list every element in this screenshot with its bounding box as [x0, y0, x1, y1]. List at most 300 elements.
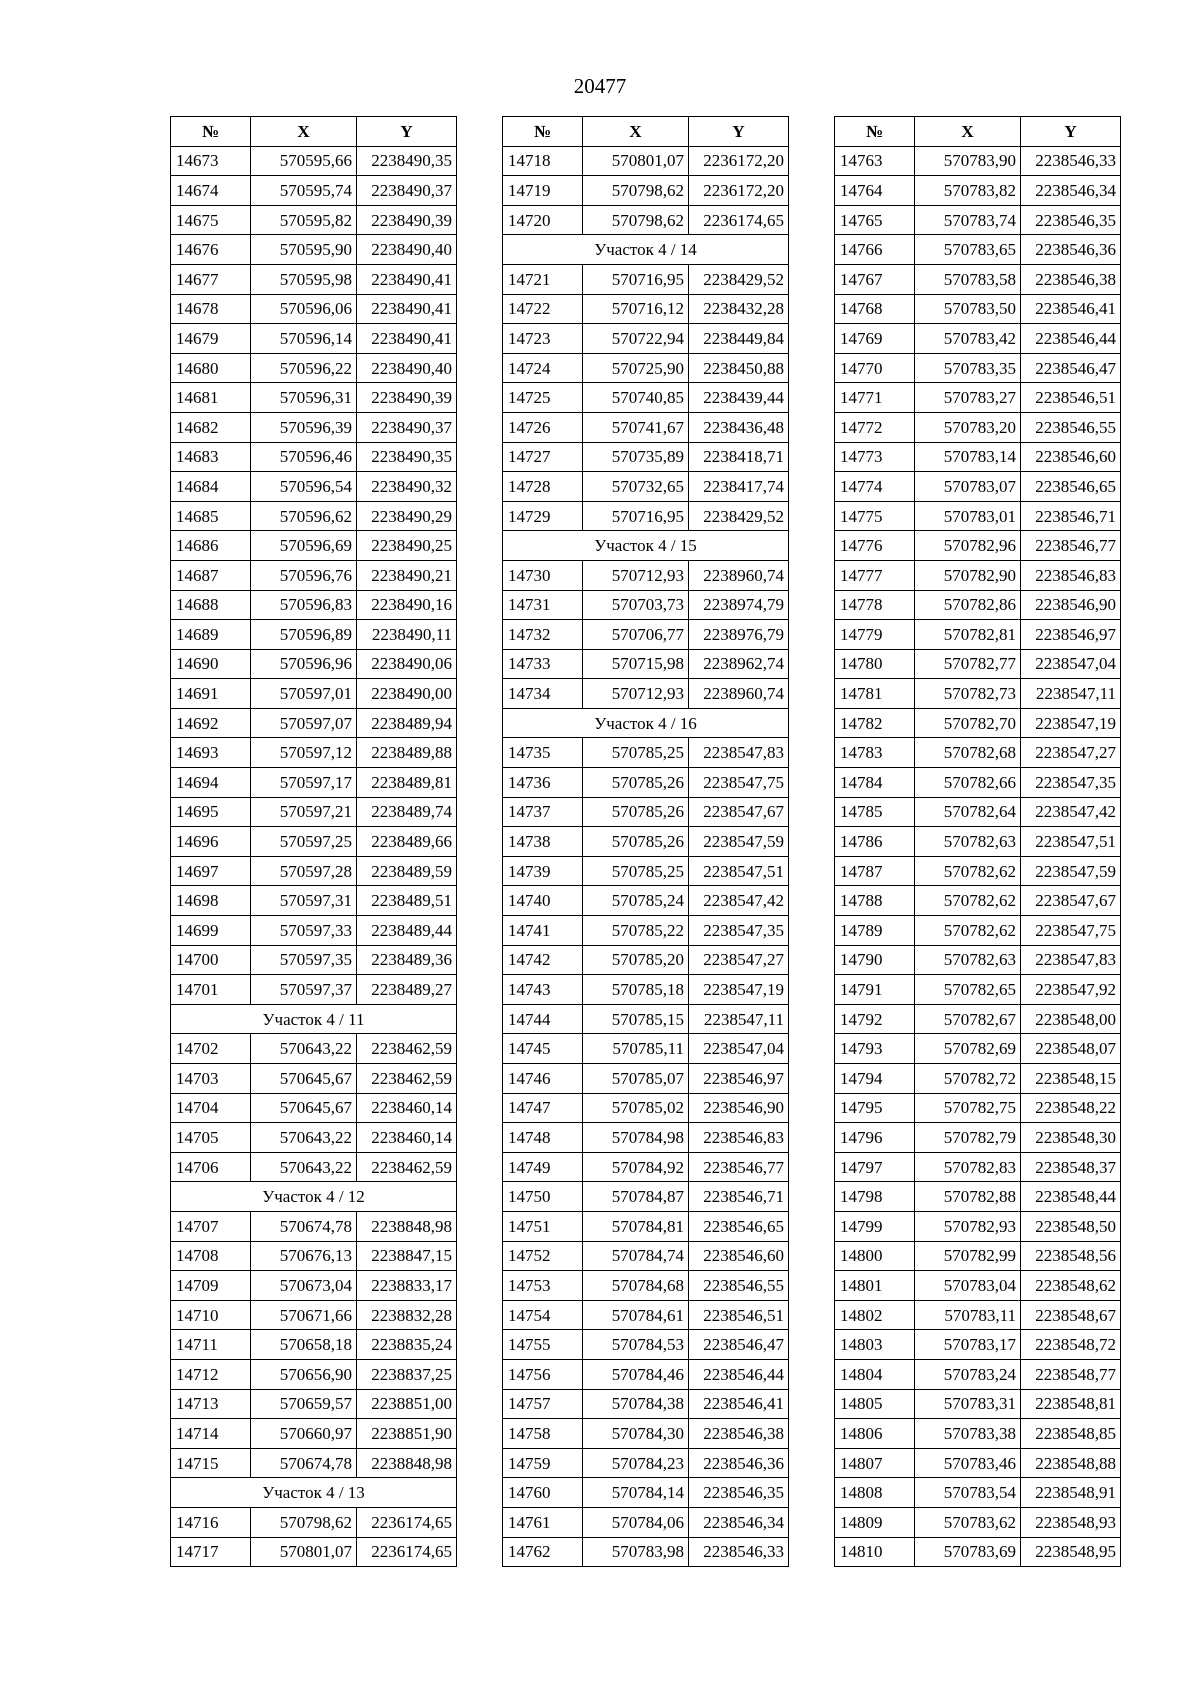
section-row — [171, 1478, 457, 1508]
section-label: Участок 4 / 13 — [171, 1478, 457, 1508]
y-coordinate-cell: 2238547,75 — [1021, 916, 1121, 946]
x-coordinate-cell: 570783,62 — [915, 1507, 1021, 1537]
y-coordinate-cell: 2238546,38 — [1021, 264, 1121, 294]
x-coordinate-cell: 570782,73 — [915, 679, 1021, 709]
x-coordinate-cell: 570716,95 — [583, 264, 689, 294]
x-coordinate-cell: 570782,70 — [915, 708, 1021, 738]
point-number-cell: 14713 — [171, 1389, 251, 1419]
y-coordinate-cell: 2238547,42 — [689, 886, 789, 916]
point-number-cell: 14786 — [835, 827, 915, 857]
y-coordinate-cell: 2238548,15 — [1021, 1064, 1121, 1094]
x-coordinate-cell: 570597,25 — [251, 827, 357, 857]
x-coordinate-cell: 570674,78 — [251, 1448, 357, 1478]
point-number-cell: 14806 — [835, 1419, 915, 1449]
column-header-y: Y — [1021, 117, 1121, 147]
x-coordinate-cell: 570785,15 — [583, 1004, 689, 1034]
x-coordinate-cell: 570596,46 — [251, 442, 357, 472]
table-row — [835, 353, 1121, 383]
table-row — [171, 324, 457, 354]
table-row — [171, 768, 457, 798]
point-number-cell: 14775 — [835, 501, 915, 531]
x-coordinate-cell: 570782,63 — [915, 945, 1021, 975]
table-row — [835, 590, 1121, 620]
point-number-cell: 14722 — [503, 294, 583, 324]
x-coordinate-cell: 570785,26 — [583, 827, 689, 857]
x-coordinate-cell: 570740,85 — [583, 383, 689, 413]
point-number-cell: 14807 — [835, 1448, 915, 1478]
y-coordinate-cell: 2238490,40 — [357, 353, 457, 383]
point-number-cell: 14757 — [503, 1389, 583, 1419]
y-coordinate-cell: 2238546,83 — [1021, 560, 1121, 590]
table-row — [171, 531, 457, 561]
y-coordinate-cell: 2238490,32 — [357, 472, 457, 502]
table-row — [503, 1211, 789, 1241]
point-number-cell: 14705 — [171, 1123, 251, 1153]
y-coordinate-cell: 2238548,81 — [1021, 1389, 1121, 1419]
table-row — [835, 856, 1121, 886]
point-number-cell: 14684 — [171, 472, 251, 502]
table-row — [171, 1389, 457, 1419]
table-row — [835, 1123, 1121, 1153]
table-row — [503, 1093, 789, 1123]
y-coordinate-cell: 2238546,47 — [689, 1330, 789, 1360]
y-coordinate-cell: 2238548,67 — [1021, 1300, 1121, 1330]
y-coordinate-cell: 2236174,65 — [689, 205, 789, 235]
point-number-cell: 14771 — [835, 383, 915, 413]
x-coordinate-cell: 570784,98 — [583, 1123, 689, 1153]
table-row — [171, 472, 457, 502]
y-coordinate-cell: 2238546,35 — [1021, 205, 1121, 235]
x-coordinate-cell: 570783,58 — [915, 264, 1021, 294]
x-coordinate-cell: 570785,18 — [583, 975, 689, 1005]
table-row — [171, 235, 457, 265]
point-number-cell: 14721 — [503, 264, 583, 294]
table-row — [171, 620, 457, 650]
y-coordinate-cell: 2238548,00 — [1021, 1004, 1121, 1034]
y-coordinate-cell: 2238489,59 — [357, 856, 457, 886]
x-coordinate-cell: 570783,74 — [915, 205, 1021, 235]
y-coordinate-cell: 2238547,67 — [1021, 886, 1121, 916]
point-number-cell: 14695 — [171, 797, 251, 827]
point-number-cell: 14679 — [171, 324, 251, 354]
x-coordinate-cell: 570596,62 — [251, 501, 357, 531]
coordinates-table-left — [170, 116, 457, 1567]
section-label: Участок 4 / 11 — [171, 1004, 457, 1034]
y-coordinate-cell: 2238546,35 — [689, 1478, 789, 1508]
y-coordinate-cell: 2238960,74 — [689, 560, 789, 590]
y-coordinate-cell: 2238490,16 — [357, 590, 457, 620]
point-number-cell: 14737 — [503, 797, 583, 827]
y-coordinate-cell: 2238848,98 — [357, 1448, 457, 1478]
x-coordinate-cell: 570595,90 — [251, 235, 357, 265]
table-row — [171, 916, 457, 946]
x-coordinate-cell: 570784,14 — [583, 1478, 689, 1508]
x-coordinate-cell: 570784,23 — [583, 1448, 689, 1478]
table-row — [503, 176, 789, 206]
table-row — [503, 1152, 789, 1182]
y-coordinate-cell: 2238462,59 — [357, 1152, 457, 1182]
x-coordinate-cell: 570597,28 — [251, 856, 357, 886]
point-number-cell: 14706 — [171, 1152, 251, 1182]
x-coordinate-cell: 570596,76 — [251, 560, 357, 590]
x-coordinate-cell: 570597,35 — [251, 945, 357, 975]
x-coordinate-cell: 570676,13 — [251, 1241, 357, 1271]
point-number-cell: 14739 — [503, 856, 583, 886]
point-number-cell: 14803 — [835, 1330, 915, 1360]
point-number-cell: 14714 — [171, 1419, 251, 1449]
point-number-cell: 14740 — [503, 886, 583, 916]
y-coordinate-cell: 2238547,35 — [689, 916, 789, 946]
x-coordinate-cell: 570782,93 — [915, 1211, 1021, 1241]
column-header-x: X — [915, 117, 1021, 147]
y-coordinate-cell: 2238546,47 — [1021, 353, 1121, 383]
y-coordinate-cell: 2238490,06 — [357, 649, 457, 679]
y-coordinate-cell: 2238546,65 — [689, 1211, 789, 1241]
y-coordinate-cell: 2238548,93 — [1021, 1507, 1121, 1537]
point-number-cell: 14727 — [503, 442, 583, 472]
x-coordinate-cell: 570725,90 — [583, 353, 689, 383]
x-coordinate-cell: 570783,04 — [915, 1271, 1021, 1301]
y-coordinate-cell: 2238851,90 — [357, 1419, 457, 1449]
point-number-cell: 14759 — [503, 1448, 583, 1478]
point-number-cell: 14778 — [835, 590, 915, 620]
y-coordinate-cell: 2238546,71 — [1021, 501, 1121, 531]
point-number-cell: 14741 — [503, 916, 583, 946]
y-coordinate-cell: 2238490,21 — [357, 560, 457, 590]
y-coordinate-cell: 2238429,52 — [689, 264, 789, 294]
x-coordinate-cell: 570660,97 — [251, 1419, 357, 1449]
point-number-cell: 14723 — [503, 324, 583, 354]
x-coordinate-cell: 570783,38 — [915, 1419, 1021, 1449]
y-coordinate-cell: 2238547,19 — [689, 975, 789, 1005]
x-coordinate-cell: 570782,81 — [915, 620, 1021, 650]
point-number-cell: 14774 — [835, 472, 915, 502]
table-row — [171, 1448, 457, 1478]
table-row — [835, 1537, 1121, 1567]
point-number-cell: 14768 — [835, 294, 915, 324]
x-coordinate-cell: 570782,83 — [915, 1152, 1021, 1182]
point-number-cell: 14745 — [503, 1034, 583, 1064]
x-coordinate-cell: 570785,25 — [583, 738, 689, 768]
table-row — [171, 1330, 457, 1360]
x-coordinate-cell: 570674,78 — [251, 1211, 357, 1241]
table-row — [503, 1507, 789, 1537]
x-coordinate-cell: 570597,07 — [251, 708, 357, 738]
point-number-cell: 14805 — [835, 1389, 915, 1419]
point-number-cell: 14796 — [835, 1123, 915, 1153]
x-coordinate-cell: 570784,81 — [583, 1211, 689, 1241]
point-number-cell: 14698 — [171, 886, 251, 916]
point-number-cell: 14750 — [503, 1182, 583, 1212]
table-row — [835, 1093, 1121, 1123]
point-number-cell: 14693 — [171, 738, 251, 768]
point-number-cell: 14797 — [835, 1152, 915, 1182]
x-coordinate-cell: 570643,22 — [251, 1152, 357, 1182]
y-coordinate-cell: 2238546,44 — [1021, 324, 1121, 354]
y-coordinate-cell: 2238851,00 — [357, 1389, 457, 1419]
point-number-cell: 14782 — [835, 708, 915, 738]
table-row — [835, 649, 1121, 679]
y-coordinate-cell: 2238489,44 — [357, 916, 457, 946]
point-number-cell: 14691 — [171, 679, 251, 709]
table-row — [503, 146, 789, 176]
y-coordinate-cell: 2238546,97 — [1021, 620, 1121, 650]
table-row — [503, 975, 789, 1005]
column-header-y: Y — [357, 117, 457, 147]
y-coordinate-cell: 2238547,51 — [1021, 827, 1121, 857]
point-number-cell: 14685 — [171, 501, 251, 531]
table-row — [171, 1152, 457, 1182]
x-coordinate-cell: 570784,92 — [583, 1152, 689, 1182]
x-coordinate-cell: 570782,62 — [915, 856, 1021, 886]
table-row — [503, 205, 789, 235]
point-number-cell: 14801 — [835, 1271, 915, 1301]
x-coordinate-cell: 570784,46 — [583, 1359, 689, 1389]
table-row — [835, 886, 1121, 916]
point-number-cell: 14795 — [835, 1093, 915, 1123]
y-coordinate-cell: 2238546,38 — [689, 1419, 789, 1449]
x-coordinate-cell: 570596,39 — [251, 412, 357, 442]
x-coordinate-cell: 570645,67 — [251, 1093, 357, 1123]
point-number-cell: 14680 — [171, 353, 251, 383]
table-row — [171, 1034, 457, 1064]
table-row — [171, 1123, 457, 1153]
y-coordinate-cell: 2238547,35 — [1021, 768, 1121, 798]
x-coordinate-cell: 570782,75 — [915, 1093, 1021, 1123]
column-header-x: X — [251, 117, 357, 147]
table-row — [503, 1182, 789, 1212]
table-row — [503, 1537, 789, 1567]
table-row — [835, 1004, 1121, 1034]
y-coordinate-cell: 2238548,95 — [1021, 1537, 1121, 1567]
x-coordinate-cell: 570782,62 — [915, 916, 1021, 946]
y-coordinate-cell: 2238432,28 — [689, 294, 789, 324]
point-number-cell: 14692 — [171, 708, 251, 738]
section-row — [503, 531, 789, 561]
table-header-row — [503, 117, 789, 147]
point-number-cell: 14704 — [171, 1093, 251, 1123]
x-coordinate-cell: 570783,24 — [915, 1359, 1021, 1389]
point-number-cell: 14799 — [835, 1211, 915, 1241]
y-coordinate-cell: 2238417,74 — [689, 472, 789, 502]
point-number-cell: 14748 — [503, 1123, 583, 1153]
section-row — [503, 708, 789, 738]
x-coordinate-cell: 570597,12 — [251, 738, 357, 768]
y-coordinate-cell: 2238548,44 — [1021, 1182, 1121, 1212]
table-row — [171, 1271, 457, 1301]
point-number-cell: 14710 — [171, 1300, 251, 1330]
x-coordinate-cell: 570782,67 — [915, 1004, 1021, 1034]
point-number-cell: 14776 — [835, 531, 915, 561]
point-number-cell: 14738 — [503, 827, 583, 857]
point-number-cell: 14688 — [171, 590, 251, 620]
table-row — [503, 412, 789, 442]
x-coordinate-cell: 570597,37 — [251, 975, 357, 1005]
y-coordinate-cell: 2238548,22 — [1021, 1093, 1121, 1123]
table-row — [835, 324, 1121, 354]
y-coordinate-cell: 2238489,74 — [357, 797, 457, 827]
table-row — [171, 856, 457, 886]
point-number-cell: 14773 — [835, 442, 915, 472]
y-coordinate-cell: 2238547,75 — [689, 768, 789, 798]
point-number-cell: 14756 — [503, 1359, 583, 1389]
point-number-cell: 14708 — [171, 1241, 251, 1271]
point-number-cell: 14794 — [835, 1064, 915, 1094]
x-coordinate-cell: 570784,06 — [583, 1507, 689, 1537]
y-coordinate-cell: 2238546,36 — [1021, 235, 1121, 265]
table-row — [835, 235, 1121, 265]
point-number-cell: 14726 — [503, 412, 583, 442]
y-coordinate-cell: 2238547,11 — [1021, 679, 1121, 709]
table-row — [835, 472, 1121, 502]
point-number-cell: 14747 — [503, 1093, 583, 1123]
point-number-cell: 14751 — [503, 1211, 583, 1241]
x-coordinate-cell: 570722,94 — [583, 324, 689, 354]
table-row — [503, 1123, 789, 1153]
point-number-cell: 14696 — [171, 827, 251, 857]
point-number-cell: 14767 — [835, 264, 915, 294]
table-row — [503, 472, 789, 502]
y-coordinate-cell: 2238548,37 — [1021, 1152, 1121, 1182]
table-row — [503, 1478, 789, 1508]
table-row — [503, 264, 789, 294]
x-coordinate-cell: 570671,66 — [251, 1300, 357, 1330]
y-coordinate-cell: 2238439,44 — [689, 383, 789, 413]
y-coordinate-cell: 2238547,27 — [1021, 738, 1121, 768]
point-number-cell: 14772 — [835, 412, 915, 442]
x-coordinate-cell: 570783,17 — [915, 1330, 1021, 1360]
point-number-cell: 14810 — [835, 1537, 915, 1567]
point-number-cell: 14787 — [835, 856, 915, 886]
y-coordinate-cell: 2238546,65 — [1021, 472, 1121, 502]
x-coordinate-cell: 570801,07 — [251, 1537, 357, 1567]
point-number-cell: 14720 — [503, 205, 583, 235]
y-coordinate-cell: 2238546,41 — [1021, 294, 1121, 324]
x-coordinate-cell: 570783,50 — [915, 294, 1021, 324]
x-coordinate-cell: 570785,24 — [583, 886, 689, 916]
x-coordinate-cell: 570597,33 — [251, 916, 357, 946]
table-row — [835, 294, 1121, 324]
point-number-cell: 14762 — [503, 1537, 583, 1567]
table-row — [503, 501, 789, 531]
x-coordinate-cell: 570785,07 — [583, 1064, 689, 1094]
y-coordinate-cell: 2238490,41 — [357, 294, 457, 324]
x-coordinate-cell: 570782,64 — [915, 797, 1021, 827]
y-coordinate-cell: 2238418,71 — [689, 442, 789, 472]
y-coordinate-cell: 2238546,34 — [689, 1507, 789, 1537]
y-coordinate-cell: 2238546,90 — [689, 1093, 789, 1123]
y-coordinate-cell: 2238837,25 — [357, 1359, 457, 1389]
table-row — [171, 353, 457, 383]
point-number-cell: 14764 — [835, 176, 915, 206]
table-row — [503, 797, 789, 827]
point-number-cell: 14702 — [171, 1034, 251, 1064]
table-row — [835, 1419, 1121, 1449]
y-coordinate-cell: 2238547,59 — [689, 827, 789, 857]
table-row — [503, 620, 789, 650]
table-row — [835, 945, 1121, 975]
x-coordinate-cell: 570782,66 — [915, 768, 1021, 798]
section-label: Участок 4 / 14 — [503, 235, 789, 265]
y-coordinate-cell: 2238546,83 — [689, 1123, 789, 1153]
y-coordinate-cell: 2238547,67 — [689, 797, 789, 827]
point-number-cell: 14770 — [835, 353, 915, 383]
table-row — [171, 1419, 457, 1449]
x-coordinate-cell: 570597,17 — [251, 768, 357, 798]
x-coordinate-cell: 570596,06 — [251, 294, 357, 324]
point-number-cell: 14780 — [835, 649, 915, 679]
x-coordinate-cell: 570783,14 — [915, 442, 1021, 472]
y-coordinate-cell: 2238548,62 — [1021, 1271, 1121, 1301]
table-row — [171, 205, 457, 235]
point-number-cell: 14792 — [835, 1004, 915, 1034]
table-row — [503, 1034, 789, 1064]
table-row — [503, 945, 789, 975]
point-number-cell: 14703 — [171, 1064, 251, 1094]
y-coordinate-cell: 2238962,74 — [689, 649, 789, 679]
table-row — [171, 264, 457, 294]
table-row — [503, 738, 789, 768]
section-row — [171, 1004, 457, 1034]
table-row — [171, 442, 457, 472]
x-coordinate-cell: 570732,65 — [583, 472, 689, 502]
point-number-cell: 14682 — [171, 412, 251, 442]
y-coordinate-cell: 2238833,17 — [357, 1271, 457, 1301]
point-number-cell: 14758 — [503, 1419, 583, 1449]
y-coordinate-cell: 2238546,90 — [1021, 590, 1121, 620]
table-row — [835, 383, 1121, 413]
point-number-cell: 14735 — [503, 738, 583, 768]
column-header-y: Y — [689, 117, 789, 147]
x-coordinate-cell: 570785,11 — [583, 1034, 689, 1064]
x-coordinate-cell: 570596,54 — [251, 472, 357, 502]
point-number-cell: 14781 — [835, 679, 915, 709]
y-coordinate-cell: 2238548,50 — [1021, 1211, 1121, 1241]
x-coordinate-cell: 570712,93 — [583, 560, 689, 590]
section-label: Участок 4 / 16 — [503, 708, 789, 738]
table-row — [171, 679, 457, 709]
table-row — [503, 1271, 789, 1301]
table-row — [503, 827, 789, 857]
y-coordinate-cell: 2238490,37 — [357, 176, 457, 206]
y-coordinate-cell: 2238960,74 — [689, 679, 789, 709]
y-coordinate-cell: 2238547,83 — [689, 738, 789, 768]
y-coordinate-cell: 2238548,72 — [1021, 1330, 1121, 1360]
y-coordinate-cell: 2238548,56 — [1021, 1241, 1121, 1271]
x-coordinate-cell: 570782,88 — [915, 1182, 1021, 1212]
point-number-cell: 14779 — [835, 620, 915, 650]
table-row — [835, 1448, 1121, 1478]
point-number-cell: 14681 — [171, 383, 251, 413]
point-number-cell: 14694 — [171, 768, 251, 798]
y-coordinate-cell: 2238546,77 — [689, 1152, 789, 1182]
table-row — [503, 1389, 789, 1419]
x-coordinate-cell: 570782,79 — [915, 1123, 1021, 1153]
y-coordinate-cell: 2238429,52 — [689, 501, 789, 531]
y-coordinate-cell: 2238848,98 — [357, 1211, 457, 1241]
table-row — [835, 975, 1121, 1005]
point-number-cell: 14752 — [503, 1241, 583, 1271]
x-coordinate-cell: 570785,25 — [583, 856, 689, 886]
point-number-cell: 14673 — [171, 146, 251, 176]
table-header-row — [835, 117, 1121, 147]
point-number-cell: 14777 — [835, 560, 915, 590]
point-number-cell: 14699 — [171, 916, 251, 946]
point-number-cell: 14732 — [503, 620, 583, 650]
point-number-cell: 14769 — [835, 324, 915, 354]
table-row — [835, 1241, 1121, 1271]
x-coordinate-cell: 570785,26 — [583, 768, 689, 798]
